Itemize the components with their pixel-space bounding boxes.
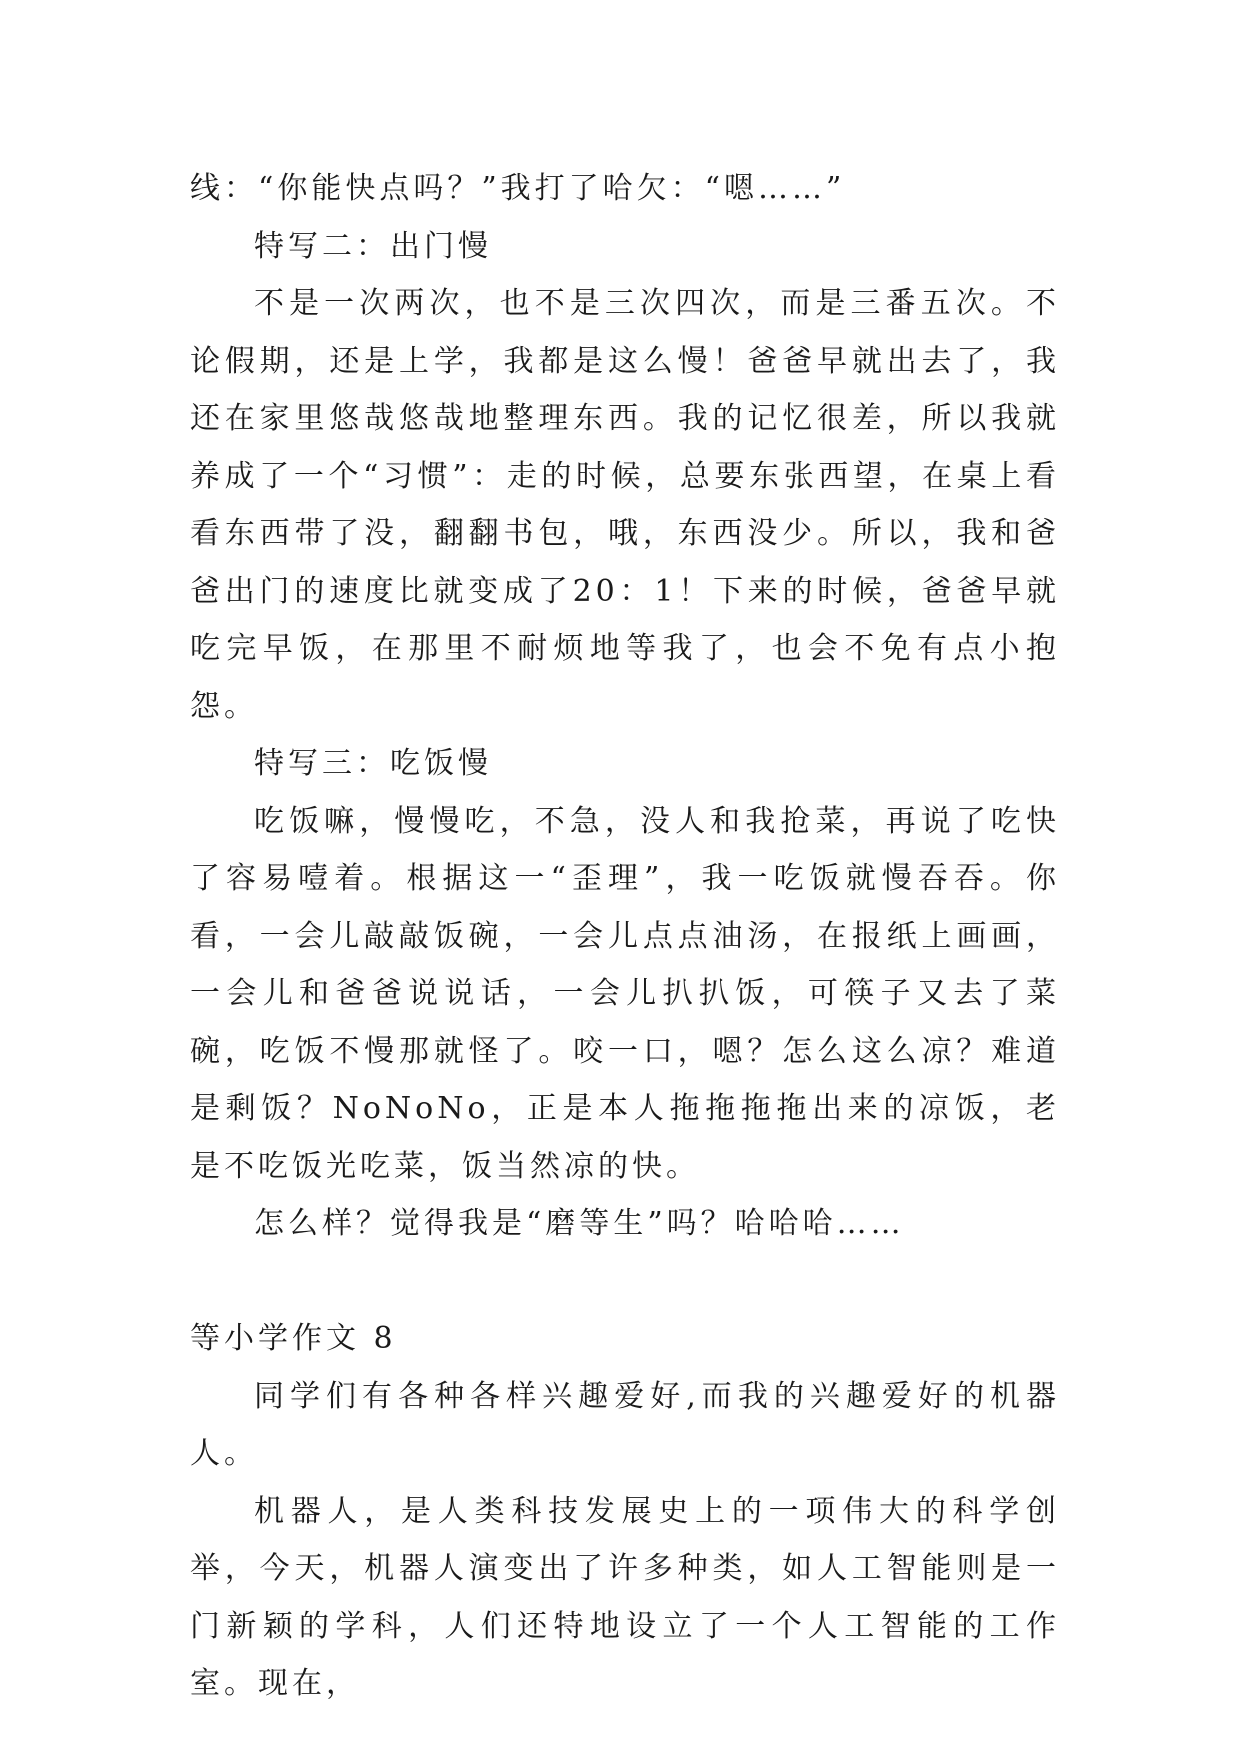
- subheading-2: 特写二：出门慢: [254, 228, 492, 264]
- paragraph-5: 吃饭嘛，慢慢吃，不急，没人和我抢菜，再说了吃快了容易噎着。根据这一“歪理”，我一吃饭就慢吞吞。你看，一会儿敲敲饭碗，一会儿点点油汤，在报纸上画画，一会儿和爸爸说说话，一会儿扒扒饭，可筷子又去了菜碗，吃饭不慢那就怪了。咬一口，嗯？怎么这么凉？难道是剩饭？NoNoNo，正是本人拖拖拖拖出来的凉饭，老是不吃饭光吃菜，饭当然凉的快。: [190, 803, 1060, 1184]
- section-title: 等小学作文 8: [190, 1321, 397, 1356]
- document-body: [190, 160, 1060, 1713]
- paragraph-3: 不是一次两次，也不是三次四次，而是三番五次。不论假期，还是上学，我都是这么慢！爸爸早就出去了，我还在家里悠哉悠哉地整理东西。我的记忆很差，所以我就养成了一个“习惯”：走的时候，总要东张西望，在桌上看看东西带了没，翻翻书包，哦，东西没少。所以，我和爸爸出门的速度比就变成了20：1！下来的时候，爸爸早就吃完早饭，在那里不耐烦地等我了，也会不免有点小抱怨。: [190, 286, 1060, 724]
- paragraph-7: 同学们有各种各样兴趣爱好,而我的兴趣爱好的机器人。: [190, 1378, 1060, 1471]
- subheading-3: 特写三：吃饭慢: [254, 746, 492, 781]
- paragraph-8: 机器人，是人类科技发展史上的一项伟大的科学创举，今天，机器人演变出了许多种类，如人工智能则是一门新颖的学科，人们还特地设立了一个人工智能的工作室。现在，: [190, 1493, 1060, 1701]
- paragraph-1: 线：“你能快点吗？”我打了哈欠：“嗯……”: [190, 171, 846, 206]
- paragraph-6: 怎么样？觉得我是“磨等生”吗？哈哈哈……: [254, 1206, 905, 1241]
- blank-line: [190, 1253, 1060, 1311]
